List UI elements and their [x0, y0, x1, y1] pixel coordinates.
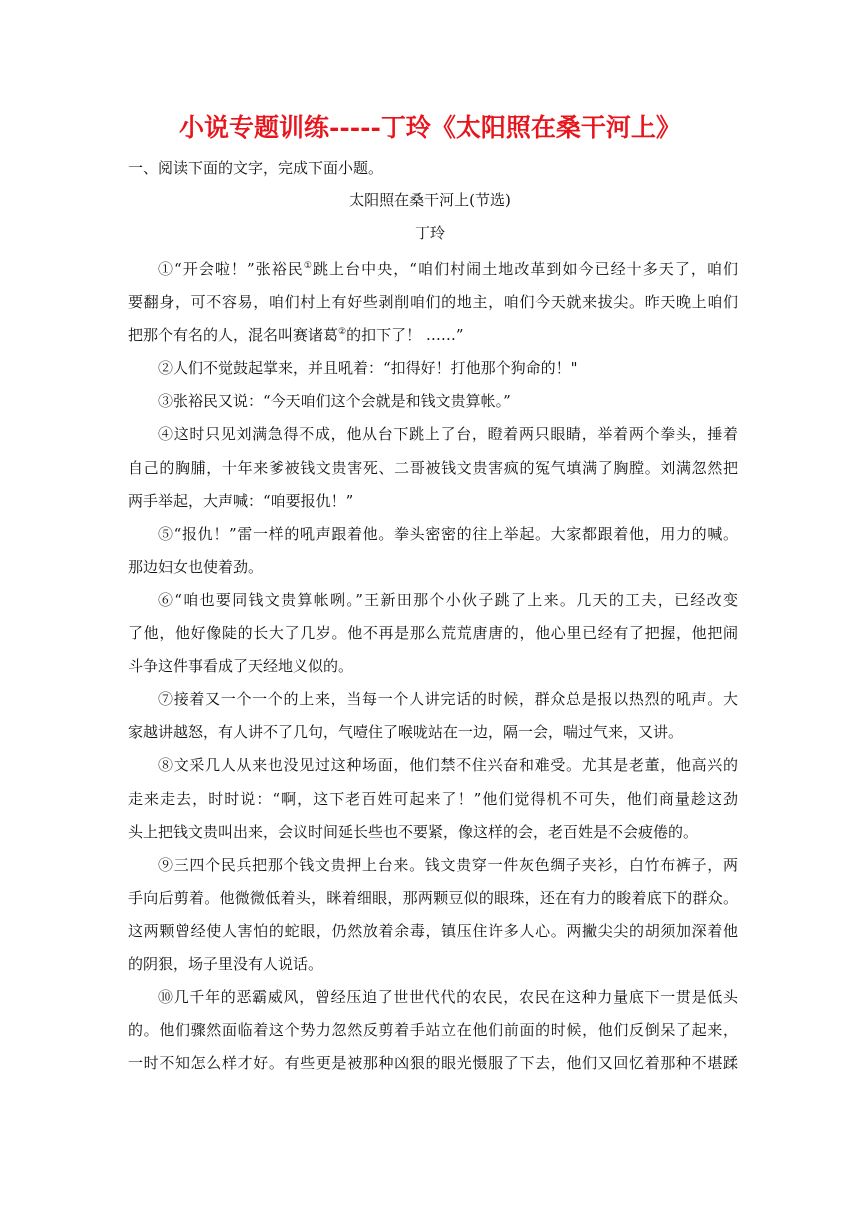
paragraph-line: 这两颗曾经使人害怕的蛇眼，仍然放着余毒，镇压住许多人心。两撇尖尖的胡须加深着他 — [128, 921, 738, 940]
paragraph-line: 头上把钱文贵叫出来，会议时间延长些也不要紧，像这样的会，老百姓是不会疲倦的。 — [128, 822, 699, 841]
paragraph-6 — [128, 584, 738, 683]
paragraph-line: 走来走去，时时说：“啊，这下老百姓可起来了！”他们觉得机不可失，他们商量趁这劲 — [128, 789, 738, 808]
paragraph-line: ⑨三四个民兵把那个钱文贵押上台来。钱文贵穿一件灰色绸子夹衫，白竹布裤子，两 — [158, 855, 738, 874]
document-title: 小说专题训练-----丁玲《太阳照在桑干河上》 — [179, 113, 681, 142]
paragraph-8 — [128, 749, 738, 848]
paragraph-line: 把那个有名的人，混名叫赛诸葛②的扣下了！ ……” — [128, 326, 464, 345]
paragraph-2 — [128, 352, 738, 385]
paragraph-line: 两手举起，大声喊：“咱要报仇！” — [128, 491, 354, 510]
question-instruction: 一、阅读下面的文字，完成下面小题。 — [128, 159, 384, 177]
paragraph-7 — [128, 683, 738, 749]
paragraph-line: 的阴狠，场子里没有人说话。 — [128, 954, 324, 973]
passage-author: 丁玲 — [414, 224, 445, 242]
paragraph-line: 斗争这件事看成了天经地义似的。 — [128, 657, 354, 676]
paragraph-line: ④这时只见刘满急得不成，他从台下跳上了台，瞪着两只眼睛，举着两个拳头，捶着 — [158, 425, 738, 444]
paragraph-line: ①“开会啦！”张裕民①跳上台中央，“咱们村闹土地改革到如今已经十多天了，咱们 — [158, 260, 738, 278]
paragraph-line: 要翻身，可不容易，咱们村上有好些剥削咱们的地主，咱们今天就来拔尖。昨天晚上咱们 — [128, 293, 738, 312]
paragraph-line: ③张裕民又说：“今天咱们这个会就是和钱文贵算帐。” — [158, 392, 511, 411]
paragraph-line: ②人们不觉鼓起掌来，并且吼着：“扣得好！打他那个狗命的！" — [158, 359, 578, 378]
paragraph-10 — [128, 981, 738, 1080]
paragraph-9 — [128, 849, 738, 981]
paragraph-4 — [128, 418, 738, 517]
paragraph-line: ⑦接着又一个一个的上来，当每一个人讲完话的时候，群众总是报以热烈的吼声。大 — [158, 690, 738, 709]
paragraph-line: 的。他们骤然面临着这个势力忽然反剪着手站立在他们前面的时候，他们反倒呆了起来， — [128, 1021, 738, 1040]
paragraph-line: 自己的胸脯，十年来爹被钱文贵害死、二哥被钱文贵害疯的冤气填满了胸膛。刘满忽然把 — [128, 458, 738, 477]
passage-title: 太阳照在桑干河上(节选) — [349, 191, 511, 209]
footnote-mark: ① — [303, 261, 313, 271]
paragraph-line: 一时不知怎么样才好。有些更是被那种凶狠的眼光慑服了下去，他们又回忆着那种不堪蹂 — [128, 1054, 738, 1073]
paragraph-line: 手向后剪着。他微微低着头，眯着细眼，那两颗豆似的眼珠，还在有力的睃着底下的群众。 — [128, 888, 738, 907]
paragraph-line: 家越讲越怒，有人讲不了几句，气噎住了喉咙站在一边，隔一会，喘过气来，又讲。 — [128, 723, 684, 742]
paragraph-3 — [128, 385, 738, 418]
paragraph-5 — [128, 518, 738, 584]
paragraph-line: 那边妇女也使着劲。 — [128, 557, 264, 576]
paragraph-line: ⑧文采几人从来也没见过这种场面，他们禁不住兴奋和难受。尤其是老董，他高兴的 — [158, 756, 738, 775]
paragraph-1 — [128, 253, 738, 352]
passage-body — [128, 253, 738, 1080]
paragraph-line: ⑤“报仇！”雷一样的吼声跟着他。拳头密密的往上举起。大家都跟着他，用力的喊。 — [158, 524, 738, 543]
paragraph-line: ⑥“咱也要同钱文贵算帐咧。”王新田那个小伙子跳了上来。几天的工夫，已经改变 — [158, 590, 738, 609]
paragraph-line: 了他，他好像陡的长大了几岁。他不再是那么荒荒唐唐的，他心里已经有了把握，他把闹 — [128, 624, 738, 643]
paragraph-line: ⑩几千年的恶霸威风，曾经压迫了世世代代的农民，农民在这种力量底下一贯是低头 — [158, 988, 738, 1007]
footnote-mark: ② — [338, 327, 347, 338]
